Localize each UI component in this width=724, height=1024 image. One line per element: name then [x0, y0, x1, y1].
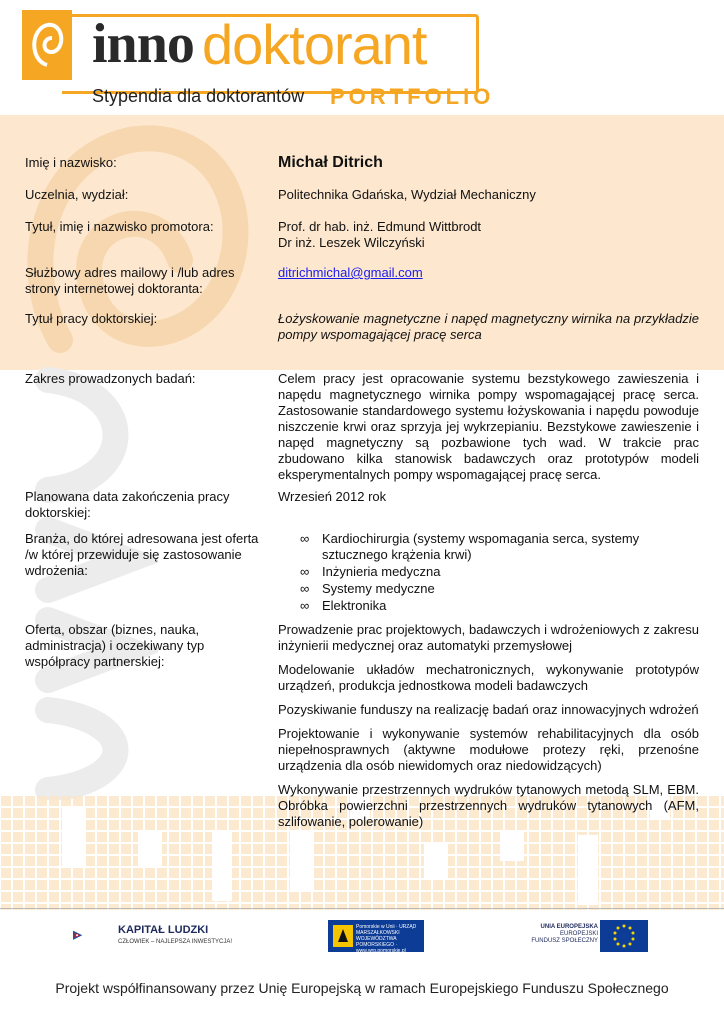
- kapital-ludzki-logo-icon: [72, 912, 118, 958]
- infinity-bullet-icon: ∞: [300, 581, 310, 596]
- kapital-ludzki-subtitle: CZŁOWIEK – NAJLEPSZA INWESTYCJA!: [118, 939, 233, 945]
- promoter-name-2: Dr inż. Leszek Wilczyński: [278, 235, 425, 250]
- list-item: ∞ Systemy medyczne: [300, 581, 435, 596]
- offer-paragraph: Prowadzenie prac projektowych, badawczych i wdrożeniowych z zakresu inżynierii medycznej oraz automatyki przemysłowej: [278, 622, 699, 653]
- ue-line-2: EUROPEJSKI: [559, 931, 598, 937]
- offer-paragraph: Wykonywanie przestrzennych wydruków tytanowych metodą SLM, EBM. Obróbka powierzchni przestrzennych wydruków tytanowych (AFM, szlifowanie, polerowanie): [278, 782, 699, 829]
- email-label: Służbowy adres mailowy i /lub adres strony internetowej doktoranta:: [25, 265, 235, 296]
- logo-inno-text: inno: [92, 13, 194, 75]
- promoter-label: Tytuł, imię i nazwisko promotora:: [25, 219, 214, 234]
- ue-line-1: UNIA EUROPEJSKA: [540, 924, 598, 930]
- portfolio-label: PORTFOLIO: [330, 84, 495, 109]
- offer-label: Oferta, obszar (biznes, nauka, administracja) i oczekiwany typ współpracy partnerskiej:: [25, 622, 205, 669]
- name-value: Michał Ditrich: [278, 154, 383, 171]
- date-label: Planowana data zakończenia pracy doktorskiej:: [25, 489, 230, 520]
- pomorskie-griffin-icon: [330, 920, 356, 952]
- header: [0, 0, 495, 115]
- university-label: Uczelnia, wydział:: [25, 187, 129, 202]
- industry-value: [278, 531, 699, 615]
- logo-doktorant-text: doktorant: [202, 13, 427, 76]
- research-value: Celem pracy jest opracowanie systemu bezstykowego zawieszenia i napędu magnetycznego wirnika pompy wspomagającej pracę serca. Zastosowanie standardowego systemu łożyskowania i napędu powoduje niszczenie krwi oraz sprzyja jej wykrzepianiu. Bezstykowe zawieszenie i napęd magnetyczny są pozbawione tych wad. W trakcie prac zbudowano kilka stanowisk badawczych oraz prototypów modeli eksperymentalnych pompy wspomagającej pracę serca.: [278, 371, 699, 482]
- footer-text: Projekt współfinansowany przez Unię Europejską w ramach Europejskiego Funduszu Społecznego: [55, 980, 669, 996]
- list-item: ∞ Inżynieria medyczna: [300, 564, 441, 579]
- thesis-label: Tytuł pracy doktorskiej:: [25, 311, 158, 326]
- email-link[interactable]: ditrichmichal@gmail.com: [278, 265, 423, 280]
- research-label: Zakres prowadzonych badań:: [25, 371, 196, 386]
- infinity-bullet-icon: ∞: [300, 564, 310, 579]
- kapital-ludzki-title: KAPITAŁ LUDZKI: [118, 924, 209, 936]
- university-value: Politechnika Gdańska, Wydział Mechaniczny: [278, 187, 536, 202]
- ue-line-3: FUNDUSZ SPOŁECZNY: [531, 938, 598, 944]
- industry-label: Branża, do której adresowana jest oferta /w której przewiduje się zastosowanie wdrożenia:: [25, 531, 259, 578]
- name-label: Imię i nazwisko:: [25, 155, 117, 170]
- ue-text: [520, 924, 598, 945]
- eu-flag-icon: [600, 920, 648, 952]
- offer-paragraph: Modelowanie układów mechatronicznych, wykonywanie prototypów urządzeń, produkcja jednostkowa modeli badawczych: [278, 662, 699, 693]
- promoter-name-1: Prof. dr hab. inż. Edmund Wittbrodt: [278, 219, 482, 234]
- footer-divider: [0, 908, 724, 909]
- offer-value: [278, 622, 699, 838]
- email-value: [278, 265, 699, 281]
- tagline: Stypendia dla doktorantów: [92, 86, 305, 106]
- vertical-watermark: [18, 360, 158, 800]
- list-item: ∞ Elektronika: [300, 598, 387, 613]
- date-value: Wrzesień 2012 rok: [278, 489, 387, 504]
- thesis-value: Łożyskowanie magnetyczne i napęd magnetyczny wirnika na przykładzie pompy wspomagającej pracę serca: [278, 311, 699, 342]
- infinity-bullet-icon: ∞: [300, 598, 310, 613]
- promoter-value: [278, 219, 699, 251]
- pomorskie-text: Pomorskie w Unii · URZĄD MARSZAŁKOWSKI WOJEWÓDZTWA POMORSKIEGO · www.wrp.pomorskie.pl: [356, 924, 417, 954]
- infinity-bullet-icon: ∞: [300, 531, 310, 546]
- offer-paragraph: Projektowanie i wykonywanie systemów rehabilitacyjnych dla osób niepełnosprawnych (aktywne modułowe protezy ręki, przenośne urządzenia dla osób niewidomych oraz niedowidzących): [278, 726, 699, 773]
- industry-list: [278, 531, 699, 614]
- list-item: ∞ Kardiochirurgia (systemy wspomagania serca, systemy sztucznego krążenia krwi): [300, 531, 640, 562]
- offer-paragraph: Pozyskiwanie funduszy na realizację badań oraz innowacyjnych wdrożeń: [278, 702, 699, 717]
